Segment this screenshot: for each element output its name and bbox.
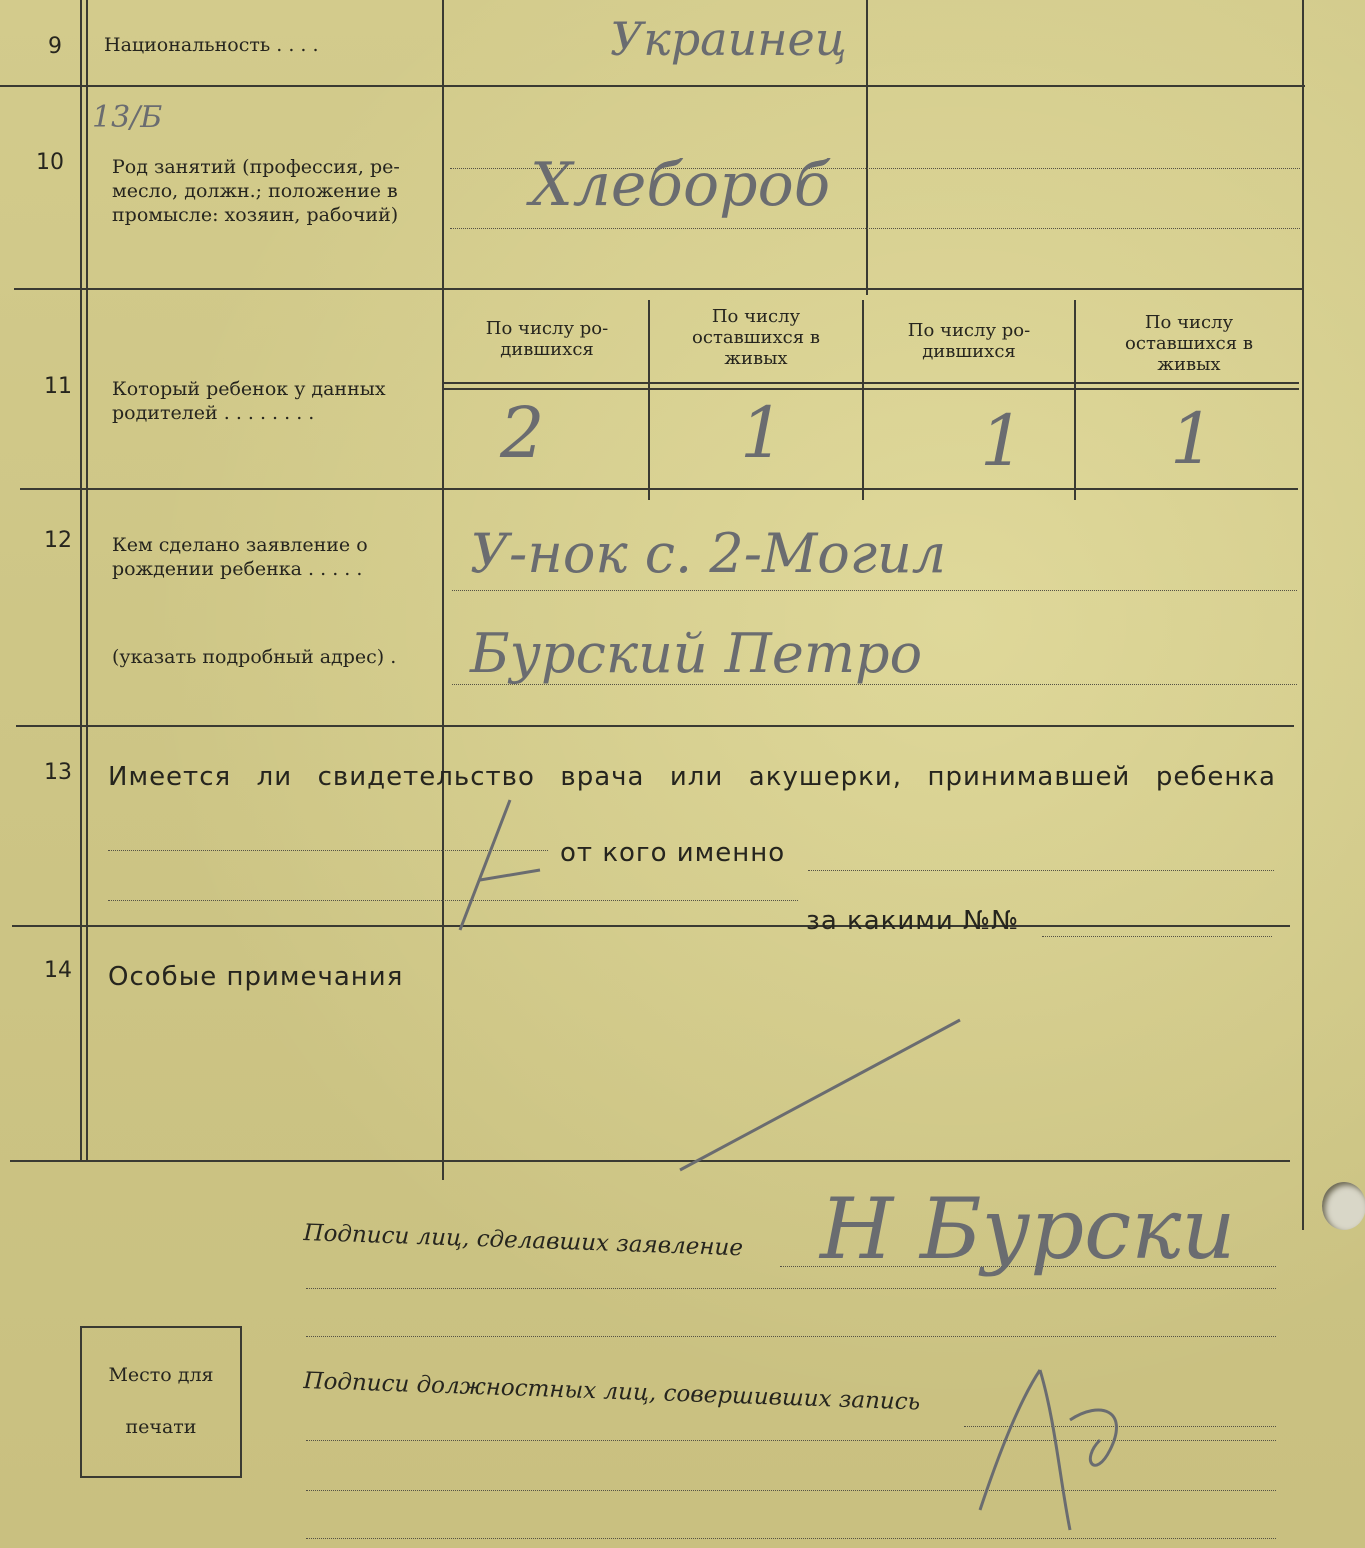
col-header-born	[452, 318, 642, 360]
certificate-question: Имеется ли свидетельство врача или акушерки, принимавшей ребенка	[108, 762, 1276, 792]
fill-line	[450, 228, 1300, 229]
child-order-label-line: Который ребенок у данных	[112, 378, 386, 400]
stamp-box	[80, 1326, 242, 1478]
margin-mark: 13/Б	[92, 100, 163, 135]
col-header-line: оставшихся в	[692, 327, 820, 348]
nationality-answer: Украинец	[610, 12, 847, 66]
fill-line	[1042, 936, 1272, 937]
numbers-label: за какими №№	[806, 906, 1020, 936]
occupation-answer: Хлебороб	[530, 150, 831, 220]
number-column-line	[80, 0, 82, 1160]
col-header-line: По числу	[1144, 312, 1234, 333]
occupation-label-line: Род занятий (профессия, ре-	[112, 156, 400, 178]
col-header-line: По числу ро-	[907, 320, 1031, 341]
binding-hole	[1322, 1182, 1365, 1230]
declarant-label-line: рождении ребенка . . . . .	[112, 558, 363, 580]
child-order-label-line: родителей . . . . . . . .	[112, 402, 315, 424]
label-column-line	[442, 0, 444, 1180]
remarks-label: Особые примечания	[108, 962, 404, 992]
col-header-born	[870, 320, 1068, 362]
row-divider	[10, 1160, 1290, 1162]
applicants-signature-label: Подписи лиц, сделавших заявление	[303, 1220, 744, 1262]
sub-header-divider	[444, 388, 1299, 390]
occupation-label-line: месло, должн.; положение в	[112, 180, 398, 202]
sub-header-divider	[444, 382, 1299, 384]
col-header-line: живых	[724, 348, 788, 369]
col-header-line: По числу	[711, 306, 801, 327]
occupation-label-line: промысле: хозяин, рабочий)	[112, 204, 399, 226]
middle-column-line	[866, 0, 868, 295]
applicant-signature: Н Бурски	[820, 1180, 1236, 1278]
col-header-line: По числу ро-	[485, 318, 609, 339]
row-divider	[12, 925, 1290, 927]
count-value: 1	[1170, 398, 1215, 480]
row-number: 13	[44, 760, 72, 785]
row-number: 14	[44, 958, 72, 983]
signature-line	[306, 1288, 1276, 1289]
count-value: 1	[740, 392, 785, 474]
count-column-line	[648, 300, 650, 500]
nationality-label: Национальность . . . .	[104, 34, 319, 56]
row-number: 9	[48, 34, 62, 59]
col-header-line: оставшихся в	[1125, 333, 1253, 354]
col-header-line: дившихся	[922, 341, 1016, 362]
signature-line	[306, 1336, 1276, 1337]
officials-signature-label: Подписи должностных лиц, совершивших запись	[303, 1368, 921, 1416]
official-signature	[960, 1340, 1160, 1540]
count-value: 1	[980, 400, 1025, 482]
dash-mark	[660, 1010, 990, 1180]
fill-line	[452, 590, 1297, 591]
count-value: 2	[500, 392, 545, 474]
col-header-line: дившихся	[500, 339, 594, 360]
stamp-label-line: печати	[125, 1416, 197, 1438]
row-divider	[20, 488, 1298, 490]
declarant-answer-line: Бурский Петро	[470, 622, 923, 685]
declarant-label-line: Кем сделано заявление о	[112, 534, 368, 556]
count-column-line	[1074, 300, 1076, 500]
number-column-line	[86, 0, 88, 1160]
count-column-line	[862, 300, 864, 500]
row-divider	[0, 85, 1305, 87]
row-divider	[14, 288, 1304, 290]
col-header-line: живых	[1157, 354, 1221, 375]
row-number: 12	[44, 528, 72, 553]
fill-line	[808, 870, 1274, 871]
stamp-label-line: Место для	[108, 1364, 214, 1386]
right-border-line	[1302, 0, 1304, 1230]
declarant-answer-line: У-нок с. 2-Могил	[470, 522, 947, 585]
address-label: (указать подробный адрес) .	[112, 646, 397, 668]
row-divider	[16, 725, 1294, 727]
from-whom-label: от кого именно	[560, 838, 786, 868]
dash-mark	[440, 790, 560, 950]
col-header-living	[654, 306, 858, 369]
col-header-living	[1082, 312, 1296, 375]
row-number: 11	[44, 374, 72, 399]
row-number: 10	[36, 150, 64, 175]
